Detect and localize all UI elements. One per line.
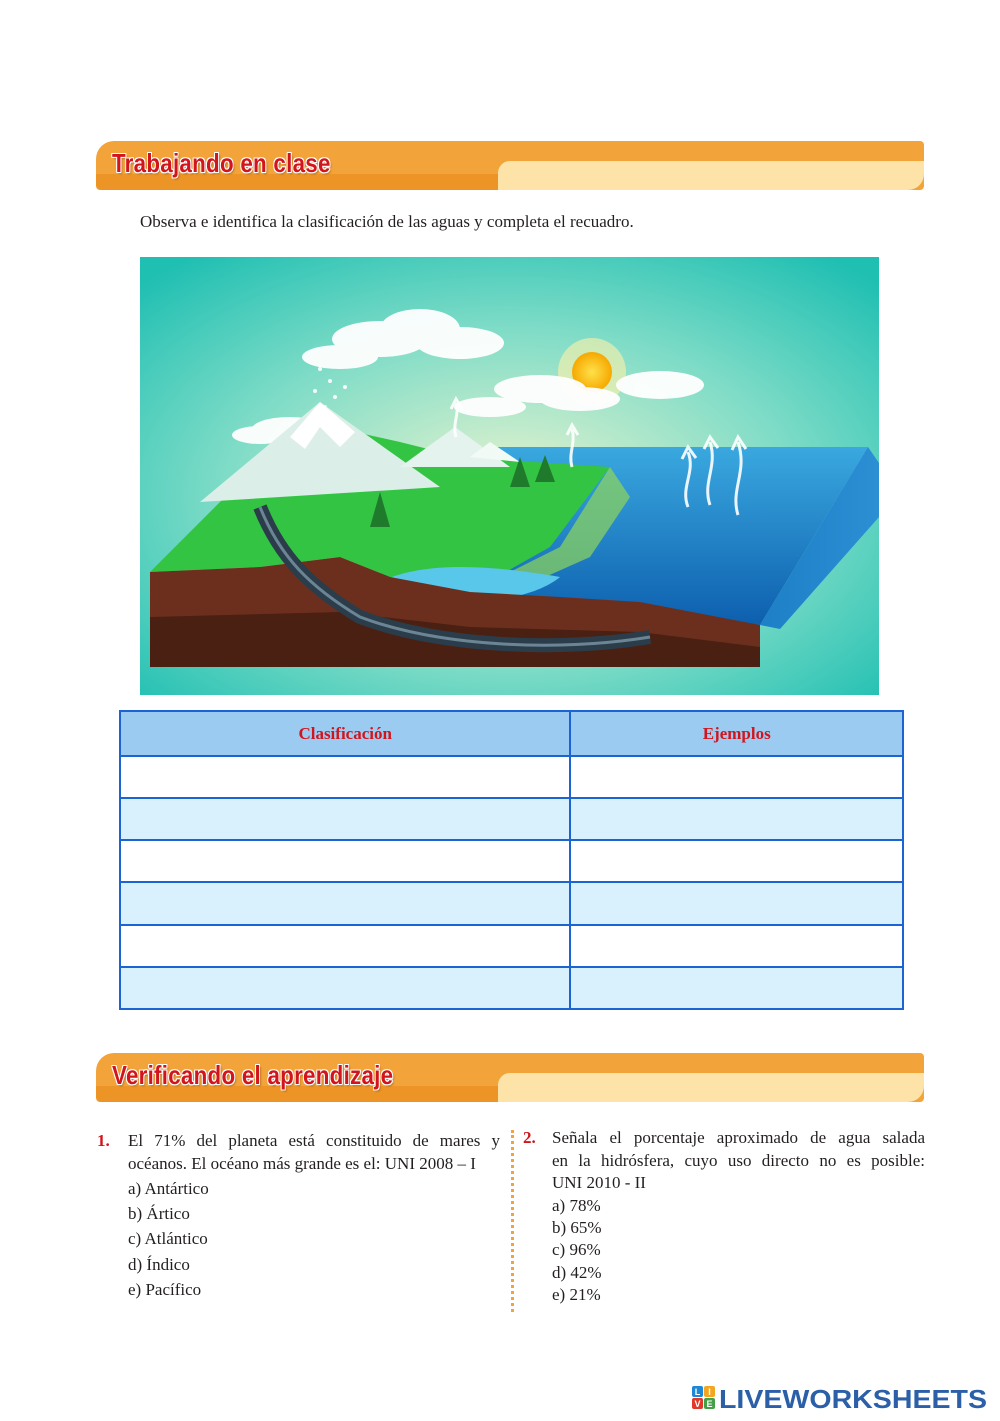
instruction-text: Observa e identifica la clasificación de las aguas y completa el recuadro. (140, 212, 634, 231)
section-title-verificando: Verificando el aprendizaje (112, 1060, 394, 1090)
answer-cell-ejemplos[interactable] (570, 756, 903, 798)
answer-cell-clasificacion[interactable] (120, 882, 570, 924)
header-ejemplos: Ejemplos (570, 711, 903, 756)
section-title-trabajando: Trabajando en clase (112, 148, 331, 178)
answer-cell-clasificacion[interactable] (120, 756, 570, 798)
table-row (120, 840, 903, 882)
question-2-option-a[interactable]: a) 78% (552, 1196, 601, 1215)
question-2-option-e[interactable]: e) 21% (552, 1285, 601, 1304)
answer-cell-ejemplos[interactable] (570, 882, 903, 924)
section-banner-trabajando (96, 141, 924, 190)
answer-cell-ejemplos[interactable] (570, 967, 903, 1009)
answer-cell-ejemplos[interactable] (570, 798, 903, 840)
question-2-option-b[interactable]: b) 65% (552, 1218, 602, 1237)
table-header-row (120, 711, 903, 756)
svg-text:V: V (694, 1399, 701, 1409)
liveworksheets-logo (692, 1383, 988, 1413)
header-clasificacion: Clasificación (120, 711, 570, 756)
brand-text: LIVEWORKSHEETS (719, 1384, 987, 1413)
answer-cell-ejemplos[interactable] (570, 925, 903, 967)
table-row (120, 882, 903, 924)
water-cycle-illustration (140, 257, 879, 695)
answer-cell-clasificacion[interactable] (120, 840, 570, 882)
answer-cell-ejemplos[interactable] (570, 840, 903, 882)
table-row (120, 967, 903, 1009)
svg-text:E: E (706, 1399, 713, 1409)
question-2-option-d[interactable]: d) 42% (552, 1263, 602, 1282)
answer-cell-clasificacion[interactable] (120, 925, 570, 967)
question-1-text: El 71% del planeta está constituido de mares y océanos. El océano más grande es el: UNI 2008 – I (128, 1131, 500, 1173)
svg-text:L: L (694, 1387, 701, 1397)
question-1-number: 1. (97, 1131, 110, 1150)
table-row (120, 798, 903, 840)
question-1-option-b[interactable]: b) Ártico (128, 1204, 190, 1223)
liveworksheets-logo-icon (692, 1386, 715, 1409)
question-1-option-e[interactable]: e) Pacífico (128, 1280, 202, 1299)
table-row (120, 925, 903, 967)
question-2-option-c[interactable]: c) 96% (552, 1240, 601, 1259)
column-divider (511, 1130, 514, 1312)
question-2-number: 2. (523, 1128, 536, 1147)
answer-cell-clasificacion[interactable] (120, 967, 570, 1009)
question-1-option-c[interactable]: c) Atlántico (128, 1229, 208, 1248)
classification-table (119, 710, 904, 1010)
question-1-option-d[interactable]: d) Índico (128, 1255, 190, 1274)
answer-cell-clasificacion[interactable] (120, 798, 570, 840)
svg-text:I: I (708, 1387, 711, 1397)
question-2-text: Señala el porcentaje aproximado de agua salada en la hidrósfera, cuyo uso directo no es posible: UNI 2010 - II (552, 1128, 925, 1192)
question-1-option-a[interactable]: a) Antártico (128, 1179, 209, 1198)
table-row (120, 756, 903, 798)
section-banner-verificando (96, 1053, 924, 1102)
